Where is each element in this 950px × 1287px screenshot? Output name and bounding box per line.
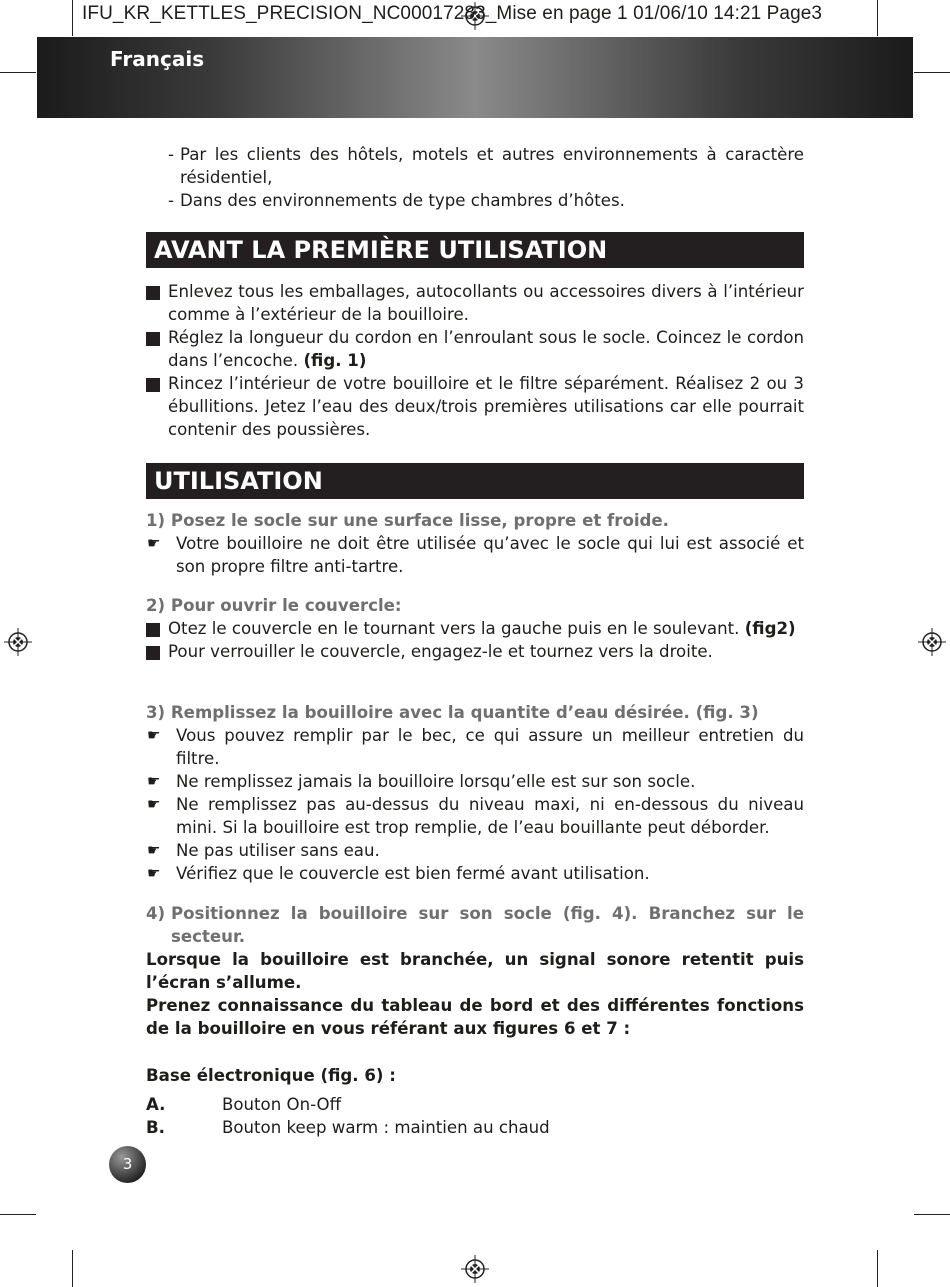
step-paragraph: Lorsque la bouilloire est branchée, un signal sonore retentit puis l’écran s’allume. <box>146 950 804 992</box>
crop-mark <box>72 0 73 36</box>
print-slug: IFU_KR_KETTLES_PRECISION_NC00017283_Mise en page 1 01/06/10 14:21 Page3 <box>82 3 823 24</box>
list-item: Rincez l’intérieur de votre bouilloire et le filtre séparément. Réalisez 2 ou 3 ébullitions. Jetez l’eau des deux/trois premières utilisations car elle pourrait contenir des poussières. <box>146 372 804 441</box>
page-number: 3 <box>109 1146 146 1183</box>
step-paragraph: Prenez connaissance du tableau de bord et des différentes fonctions de la bouilloire en vous référant aux figures 6 et 7 : <box>146 996 804 1038</box>
pointing-hand-icon: ☛ <box>147 864 161 882</box>
list-item: - Par les clients des hôtels, motels et autres environnements à caractère résidentiel, <box>168 145 804 187</box>
crop-mark <box>914 1214 950 1215</box>
crop-mark <box>877 1250 878 1287</box>
crop-mark <box>0 1214 36 1215</box>
square-bullet-icon <box>146 623 160 637</box>
list-item: B. Bouton keep warm : maintien au chaud <box>146 1118 550 1137</box>
list-item: Enlevez tous les emballages, autocollants ou accessoires divers à l’intérieur comme à l’extérieur de la bouilloire. <box>146 280 804 326</box>
registration-mark-icon <box>4 628 32 656</box>
step-heading: 3) Remplissez la bouilloire avec la quantite d’eau désirée. (fig. 3) <box>146 703 759 722</box>
section-heading: UTILISATION <box>146 463 804 499</box>
square-bullet-icon <box>146 332 160 346</box>
section1-list <box>146 280 804 441</box>
list-item: ☛ Votre bouilloire ne doit être utilisée qu’avec le socle qui lui est associé et son propre filtre anti-tartre. <box>147 534 804 576</box>
step-heading: 1) Posez le socle sur une surface lisse, propre et froide. <box>146 511 669 530</box>
list-item: ☛ Ne remplissez pas au-dessus du niveau maxi, ni en-dessous du niveau mini. Si la bouilloire est trop remplie, de l’eau bouillante peut déborder. <box>147 795 804 837</box>
list-item: Pour verrouiller le couvercle, engagez-le et tournez vers la droite. <box>146 640 804 663</box>
pointing-hand-icon: ☛ <box>147 841 161 859</box>
crop-mark <box>877 0 878 36</box>
square-bullet-icon <box>146 286 160 300</box>
base-electronique <box>146 1064 804 1139</box>
language-title: Français <box>110 47 205 71</box>
intro-text: Par les clients des hôtels, motels et autres environnements à caractère résidentiel, <box>180 145 804 187</box>
list-item: ☛ Vous pouvez remplir par le bec, ce qui assure un meilleur entretien du filtre. <box>147 726 804 768</box>
registration-mark-icon <box>461 1255 489 1283</box>
intro-list <box>146 143 804 212</box>
step-1 <box>146 509 804 578</box>
list-item: - Dans des environnements de type chambres d’hôtes. <box>168 191 625 210</box>
list-item: ☛ Ne pas utiliser sans eau. <box>147 841 380 860</box>
pointing-hand-icon: ☛ <box>147 534 161 552</box>
section-heading: AVANT LA PREMIÈRE UTILISATION <box>146 232 804 268</box>
registration-mark-icon <box>918 628 946 656</box>
crop-mark <box>914 72 950 73</box>
list-item: Réglez la longueur du cordon en l’enroulant sous le socle. Coincez le cordon dans l’encoche. (fig. 1) <box>146 326 804 372</box>
crop-mark <box>72 1250 73 1287</box>
step-heading: 2) Pour ouvrir le couvercle: <box>146 596 402 615</box>
list-item: A. Bouton On-Off <box>146 1095 342 1114</box>
step-heading: 4) Positionnez la bouilloire sur son socle (fig. 4). Branchez sur le secteur. <box>146 904 804 946</box>
pointing-hand-icon: ☛ <box>147 772 161 790</box>
list-item: ☛ Ne remplissez jamais la bouilloire lorsqu’elle est sur son socle. <box>147 772 696 791</box>
step-2 <box>146 594 804 663</box>
square-bullet-icon <box>146 378 160 392</box>
list-item: ☛ Vérifiez que le couvercle est bien fermé avant utilisation. <box>147 864 650 883</box>
subsection-title: Base électronique (fig. 6) : <box>146 1066 396 1085</box>
intro-text: Dans des environnements de type chambres d’hôtes. <box>180 191 625 210</box>
step-3 <box>146 701 804 885</box>
pointing-hand-icon: ☛ <box>147 795 161 813</box>
step-4 <box>146 902 804 1040</box>
list-item: Otez le couvercle en le tournant vers la gauche puis en le soulevant. (fig2) <box>146 617 804 640</box>
pointing-hand-icon: ☛ <box>147 726 161 744</box>
crop-mark <box>0 72 36 73</box>
square-bullet-icon <box>146 646 160 660</box>
